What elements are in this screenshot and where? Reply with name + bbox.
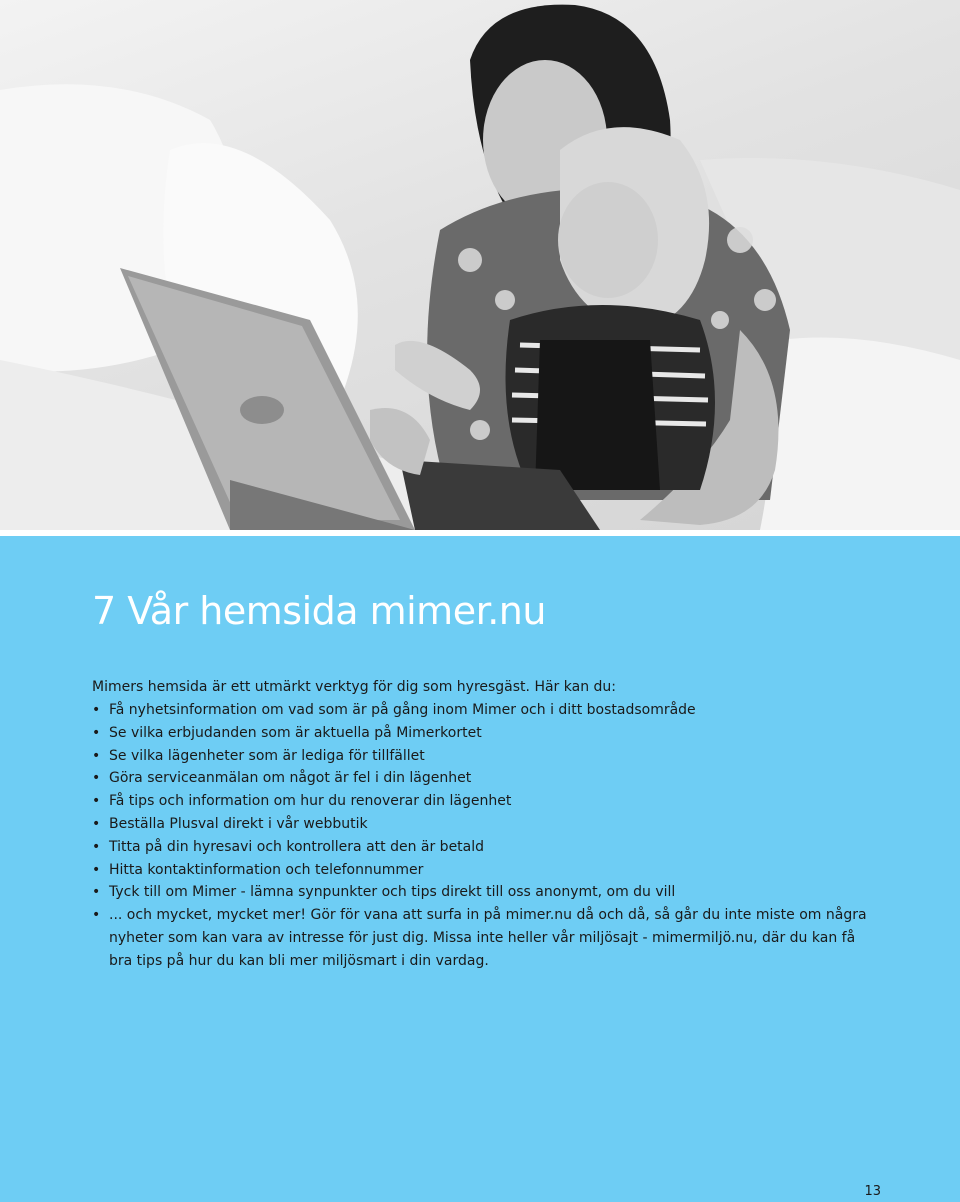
bullet-icon: • [92, 747, 101, 764]
bullet-icon: • [92, 724, 101, 741]
list-item-text: ... och mycket, mycket mer! Gör för vana att surfa in på mimer.nu då och då, så går du inte miste om några nyheter som kan vara av intresse för just dig. Missa inte heller vår miljösajt - mimermiljö.nu, där du kan få bra tips på hur du kan bli mer miljösmart i din vardag. [109, 907, 867, 969]
list-item [92, 881, 882, 904]
list-item-text: Titta på din hyresavi och kontrollera att den är betald [109, 838, 485, 855]
list-item [92, 722, 882, 745]
list-item [92, 745, 882, 768]
list-item [92, 790, 882, 813]
list-item [92, 813, 882, 836]
list-item-text: Beställa Plusval direkt i vår webbutik [109, 815, 368, 832]
bullet-icon: • [92, 770, 101, 787]
page-number: 13 [864, 1184, 881, 1199]
list-item [92, 859, 882, 882]
feature-list [92, 699, 882, 973]
bullet-icon: • [92, 884, 101, 901]
laptop-logo-icon [240, 396, 284, 424]
list-item-text: Få tips och information om hur du renoverar din lägenhet [109, 793, 512, 810]
child-face [558, 182, 658, 298]
list-item-text: Tyck till om Mimer - lämna synpunkter och tips direkt till oss anonymt, om du vill [109, 884, 676, 901]
bullet-icon: • [92, 793, 101, 810]
bullet-icon: • [92, 861, 101, 878]
bullet-icon: • [92, 702, 101, 718]
child-overalls [535, 340, 660, 490]
list-item-text: Se vilka lägenheter som är lediga för tillfället [109, 747, 425, 764]
list-item [92, 836, 882, 859]
bullet-icon: • [92, 907, 101, 924]
list-item-text: Göra serviceanmälan om något är fel i din lägenhet [109, 770, 472, 787]
bullet-icon: • [92, 838, 101, 855]
list-item-text: Hitta kontaktinformation och telefonnummer [109, 861, 424, 878]
intro-text: Mimers hemsida är ett utmärkt verktyg för dig som hyresgäst. Här kan du: [92, 679, 617, 695]
section-heading: 7 Vår hemsida mimer.nu [92, 589, 546, 633]
photo-woman-child-laptop [0, 0, 960, 530]
list-item [92, 904, 882, 972]
bullet-icon: • [92, 815, 101, 832]
bedsheet-right [760, 328, 960, 531]
list-item-text: Få nyhetsinformation om vad som är på gång inom Mimer och i ditt bostadsområde [109, 702, 696, 718]
list-item [92, 767, 882, 790]
photo-illustration [0, 0, 960, 530]
list-item-text: Se vilka erbjudanden som är aktuella på Mimerkortet [109, 724, 482, 741]
list-item [92, 699, 882, 722]
content-panel [0, 536, 960, 1202]
